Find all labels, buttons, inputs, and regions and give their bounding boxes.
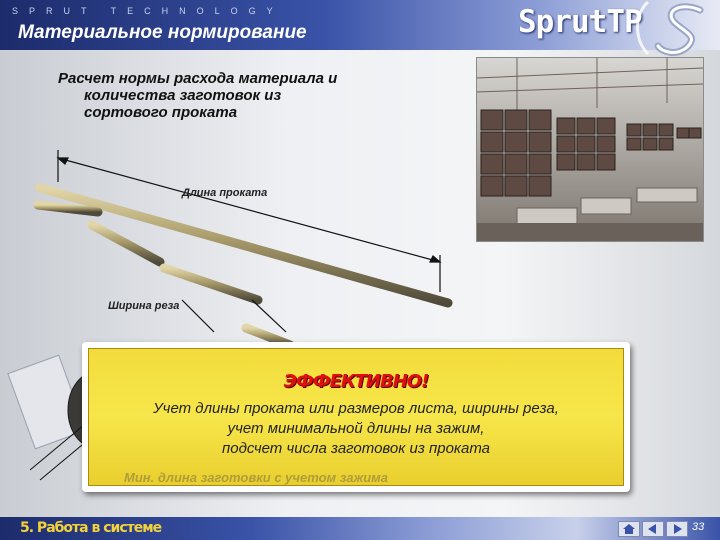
callout-line-1: Учет длины проката или размеров листа, ширины реза, [153,400,559,417]
callout-panel [88,348,624,486]
previous-slide-button[interactable] [642,521,664,537]
min-length-ghost-label: Мин. длина заготовки с учетом зажима [124,470,389,485]
arrow-right-icon [667,522,687,536]
heading-line-1: Расчет нормы расхода материала и [58,70,338,87]
home-icon [619,522,639,536]
cut-piece [164,268,258,300]
logo: SprutTP [518,4,642,40]
header-bar [0,0,720,50]
arrow-left-icon [643,522,663,536]
callout-title: ЭФФЕКТИВНО! [283,371,429,392]
page-title: Материальное нормирование [18,22,307,43]
cut-width-label: Ширина реза [108,300,180,312]
rolled-bar [40,188,448,303]
home-button[interactable] [618,521,640,537]
section-label: 5. Работа в системе [20,520,162,536]
rolled-length-label: Длина проката [182,187,268,199]
callout-line-2: учет минимальной длины на зажим, [227,420,485,437]
heading-line-2: количества заготовок из [84,87,282,104]
page-number: 33 [692,521,705,533]
footer-bar [0,517,720,540]
heading-line-3: сортового проката [84,104,238,121]
tagline: SPRUT TECHNOLOGY [12,6,284,16]
callout-line-3: подсчет числа заготовок из проката [221,440,491,457]
next-slide-button[interactable] [666,521,688,537]
sprut-logo-icon [630,0,716,56]
slide-heading [58,70,438,121]
callout-body [89,399,623,459]
cut-piece [92,225,160,262]
